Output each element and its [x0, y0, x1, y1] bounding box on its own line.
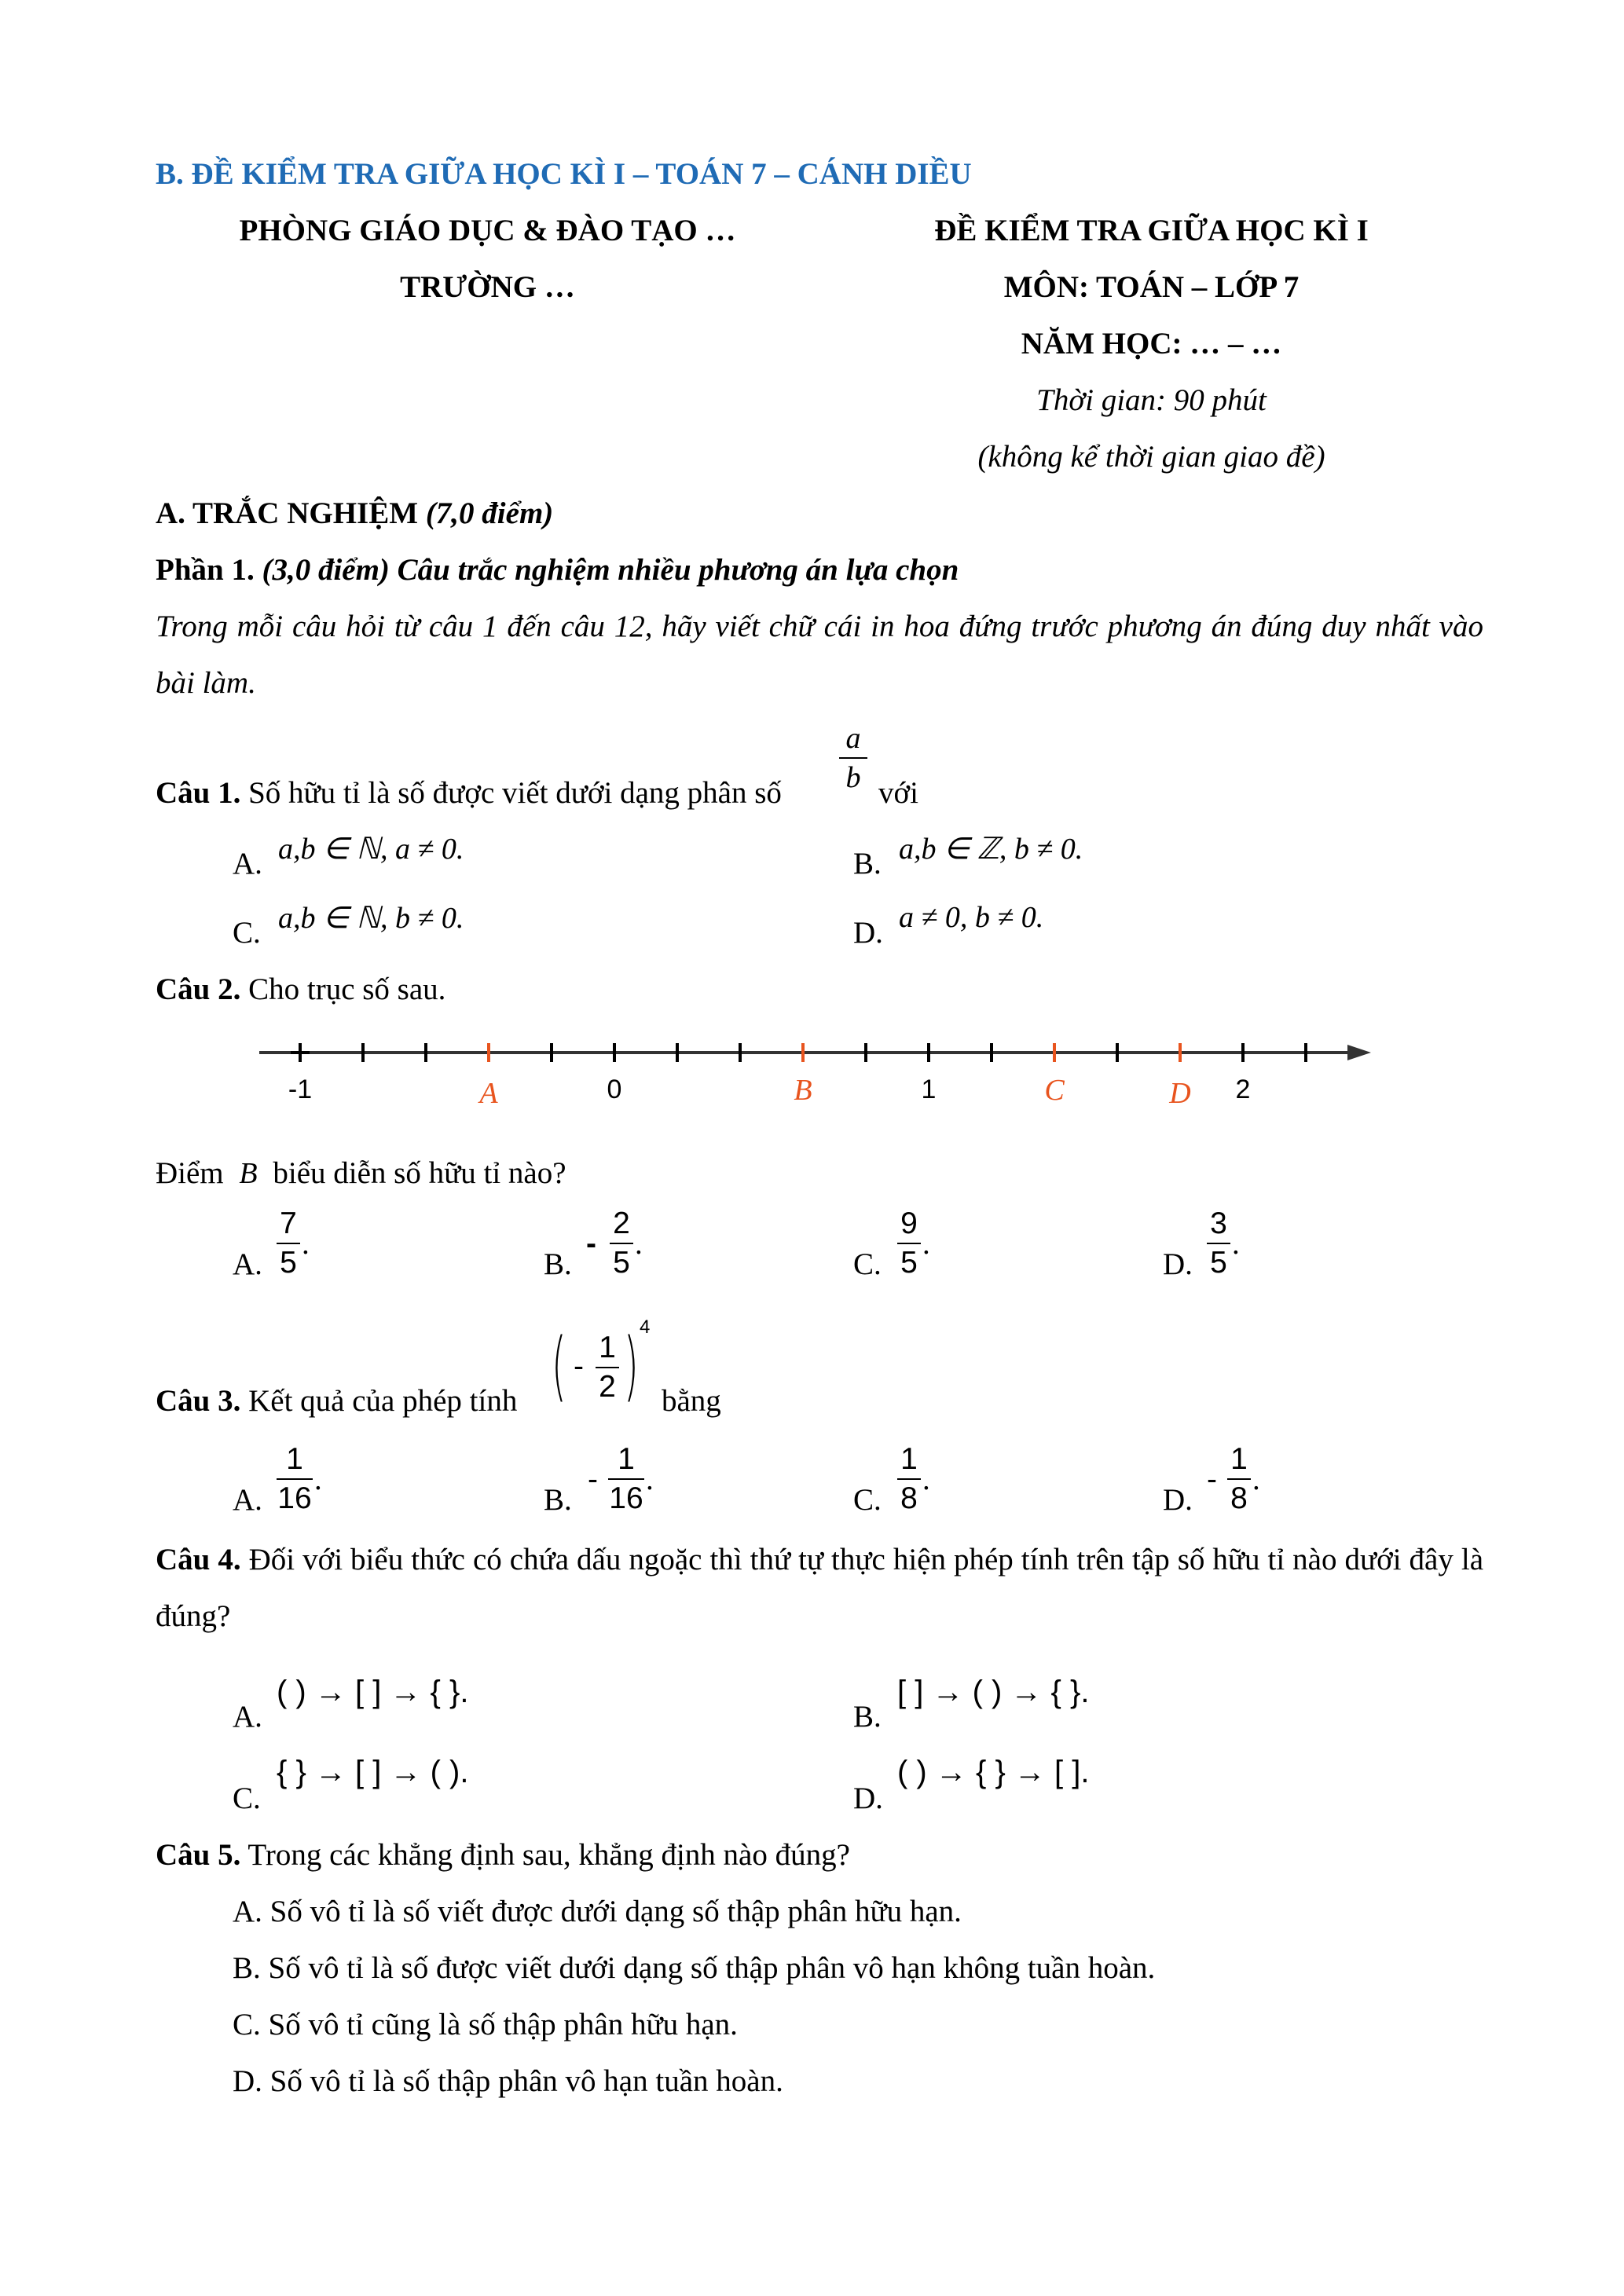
- q2-option-c-letter: C.: [853, 1247, 882, 1281]
- q4-option-d-math: ( ) → { } → [ ].: [897, 1755, 1090, 1789]
- section-a-heading: A. TRẮC NGHIỆM (7,0 điểm): [156, 496, 554, 530]
- tick-label-two: 2: [1235, 1075, 1251, 1104]
- q3-stem: Câu 3. Kết quả của phép tính: [156, 1384, 518, 1418]
- q1-text-after: với: [878, 776, 918, 810]
- q2-option-a-fraction: 7 5: [277, 1207, 300, 1280]
- point-label-d: D: [1169, 1077, 1191, 1110]
- q2-option-d-letter: D.: [1163, 1247, 1193, 1281]
- q1-stem: Câu 1. Số hữu tỉ là số được viết dưới dạng phân số: [156, 776, 782, 810]
- q1-option-a-letter: A.: [233, 847, 262, 881]
- q1-option-a-math: a,b ∈ ℕ, a ≠ 0.: [278, 833, 464, 866]
- q5-option-c: C. Số vô tỉ cũng là số thập phân hữu hạn.: [233, 2008, 738, 2041]
- school-name: TRƯỜNG …: [400, 270, 575, 304]
- q2-option-b-sign: -: [586, 1227, 596, 1261]
- q3-option-d-fraction: 1 8: [1227, 1442, 1251, 1516]
- q4-option-b-letter: B.: [853, 1700, 882, 1734]
- q2-option-d-fraction: 3 5: [1207, 1207, 1230, 1280]
- q1-option-c-letter: C.: [233, 916, 261, 950]
- q1-option-d-letter: D.: [853, 916, 883, 950]
- instruction-text: Trong mỗi câu hỏi từ câu 1 đến câu 12, hãy viết chữ cái in hoa đứng trước phương án đúng duy nhất vào bài làm.: [156, 610, 1483, 700]
- q2-question: Điểm B biểu diễn số hữu tỉ nào?: [156, 1156, 566, 1190]
- q4-option-b-math: [ ] → ( ) → { }.: [897, 1675, 1090, 1709]
- q3-text-after: bằng: [662, 1384, 721, 1418]
- q3-option-b-letter: B.: [544, 1483, 572, 1517]
- tick-label-zero: 0: [607, 1075, 622, 1104]
- q1-fraction: a b: [839, 721, 867, 795]
- point-label-c: C: [1044, 1074, 1065, 1107]
- exam-subject: MÔN: TOÁN – LỚP 7: [1003, 270, 1300, 304]
- q1-option-c-math: a,b ∈ ℕ, b ≠ 0.: [278, 902, 464, 935]
- part1-heading: Phần 1. (3,0 điểm) Câu trắc nghiệm nhiều phương án lựa chọn: [156, 553, 959, 587]
- q5-option-b: B. Số vô tỉ là số được viết dưới dạng số thập phân vô hạn không tuần hoàn.: [233, 1951, 1156, 1985]
- q5-option-d: D. Số vô tỉ là số thập phân vô hạn tuần hoàn.: [233, 2064, 783, 2098]
- q1-option-b-math: a,b ∈ ℤ, b ≠ 0.: [899, 833, 1083, 866]
- q2-option-c-fraction: 9 5: [897, 1207, 921, 1280]
- number-line-arrow: [1347, 1045, 1371, 1060]
- q3-option-c-fraction: 1 8: [897, 1442, 921, 1516]
- q1-option-d-math: a ≠ 0, b ≠ 0.: [899, 901, 1044, 934]
- q4-option-c-math: { } → [ ] → ( ).: [277, 1755, 469, 1789]
- q3-option-d-letter: D.: [1163, 1483, 1193, 1517]
- q4-stem: Câu 4. Đối với biểu thức có chứa dấu ngoặc thì thứ tự thực hiện phép tính trên tập số hữu tỉ nào dưới đây là đúng?: [156, 1543, 1484, 1633]
- q3-option-b-sign: -: [588, 1463, 598, 1496]
- exam-time-note: (không kể thời gian giao đề): [977, 440, 1325, 474]
- q5-option-a: A. Số vô tỉ là số viết được dưới dạng số thập phân hữu hạn.: [233, 1895, 962, 1928]
- q3-option-b-fraction: 1 16: [609, 1442, 643, 1515]
- tick-label-one: 1: [921, 1075, 937, 1104]
- q3-option-a-letter: A.: [233, 1483, 262, 1517]
- q4-option-d-letter: D.: [853, 1782, 883, 1815]
- point-label-a: A: [479, 1077, 498, 1110]
- number-line: [251, 1031, 1375, 1117]
- exam-time: Thời gian: 90 phút: [1036, 383, 1267, 417]
- department-name: PHÒNG GIÁO DỤC & ĐÀO TẠO …: [239, 214, 736, 247]
- q2-option-a-letter: A.: [233, 1247, 262, 1281]
- q3-expression: ( - 1 2 ) 4: [552, 1316, 651, 1410]
- document-title: B. ĐỀ KIỂM TRA GIỮA HỌC KÌ I – TOÁN 7 – CÁNH DIỀU: [156, 157, 972, 191]
- exam-title: ĐỀ KIỂM TRA GIỮA HỌC KÌ I: [934, 214, 1369, 247]
- q4-option-a-letter: A.: [233, 1700, 262, 1734]
- point-label-b: B: [794, 1074, 812, 1107]
- q1-option-b-letter: B.: [853, 847, 882, 881]
- q3-exponent: 4: [640, 1316, 651, 1338]
- q4-option-c-letter: C.: [233, 1782, 261, 1815]
- q3-option-a-fraction: 1 16: [277, 1442, 312, 1515]
- exam-year: NĂM HỌC: … – …: [1021, 327, 1282, 361]
- tick-label-minus-one: -1: [288, 1075, 313, 1104]
- q3-option-c-letter: C.: [853, 1483, 882, 1517]
- q4-option-a-math: ( ) → [ ] → { }.: [277, 1675, 469, 1709]
- q2-option-b-fraction: 2 5: [610, 1207, 633, 1280]
- q3-expression-fraction: 1 2: [596, 1331, 619, 1404]
- q2-stem: Câu 2. Cho trục số sau.: [156, 972, 446, 1006]
- q3-option-d-sign: -: [1207, 1463, 1217, 1496]
- q5-stem: Câu 5. Trong các khẳng định sau, khẳng định nào đúng?: [156, 1838, 850, 1872]
- q2-option-b-letter: B.: [544, 1247, 572, 1281]
